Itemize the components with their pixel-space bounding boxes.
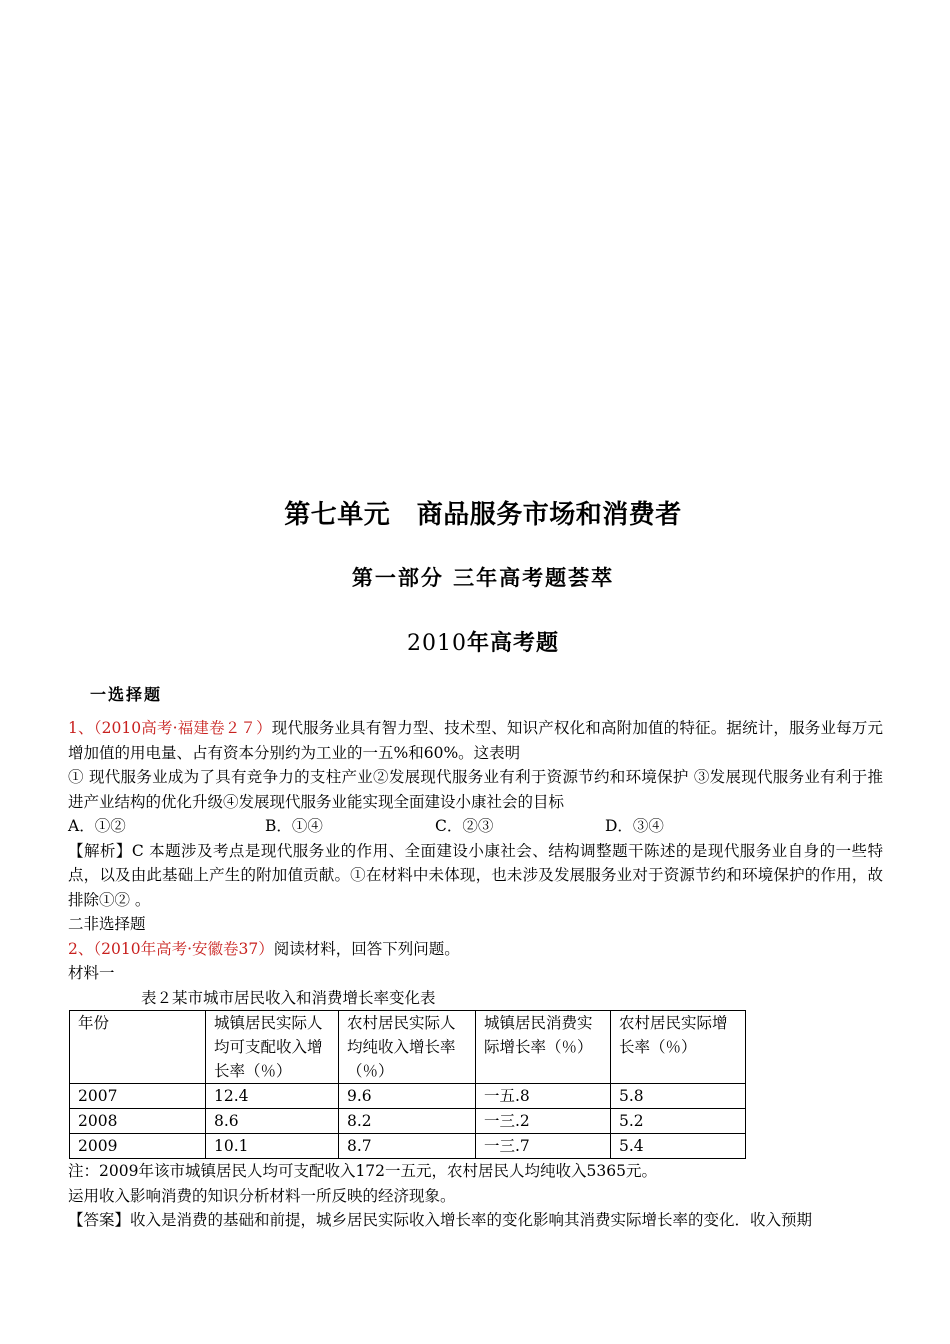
- year-label: 年高考题: [466, 630, 559, 656]
- table-cell: 8.7: [339, 1134, 476, 1159]
- question-2-answer: 【答案】收入是消费的基础和前提，城乡居民实际收入增长率的变化影响其消费实际增长率的变化．收入预期: [68, 1211, 813, 1229]
- table-header-cell: 城镇居民消费实际增长率（％）: [476, 1011, 611, 1084]
- table-header-cell: 农村居民实际增长率（％）: [611, 1011, 746, 1084]
- question-2-stem: [68, 937, 883, 962]
- table-row: [70, 1134, 746, 1159]
- table-cell: 5.8: [611, 1084, 746, 1109]
- question-1-text: 现代服务业具有智力型、技术型、知识产权化和高附加值的特征。据统计，服务业每万元增加值的用电量、占有资本分别约为工业的一五%和60%。这表明: [68, 719, 883, 762]
- table-cell: 一三.2: [476, 1109, 611, 1134]
- table-caption: 表２某市城市居民收入和消费增长率变化表: [141, 988, 436, 1007]
- table-row: [70, 1084, 746, 1109]
- question-2-number: 2、: [68, 939, 94, 958]
- year-title: [0, 626, 950, 657]
- question-2-source: （2010年高考·安徽卷37）: [93, 939, 274, 958]
- question-1-analysis: 【解析】C 本题涉及考点是现代服务业的作用、全面建设小康社会、结构调整题干陈述的是现代服务业自身的一些特点，以及由此基础上产生的附加值贡献。①在材料中未体现，也未涉及发展服务业对于资源节约和环境保护的作用，故排除①② 。: [68, 841, 883, 909]
- question-2-text: 阅读材料，回答下列问题。: [273, 939, 460, 958]
- option-a: A．①②: [68, 817, 126, 835]
- part-title: 第一部分 三年高考题荟萃: [351, 565, 615, 590]
- option-c: C．②③: [435, 817, 494, 835]
- option-b: B．①④: [265, 817, 323, 835]
- option-d: D．③④: [605, 817, 664, 835]
- material-label: 材料一: [68, 964, 115, 982]
- table-note: 注：2009年该市城镇居民人均可支配收入172一五元，农村居民人均纯收入5365元。: [68, 1162, 657, 1180]
- question-1-statements: ① 现代服务业成为了具有竞争力的支柱产业②发展现代服务业有利于资源节约和环境保护 ③发展现代服务业有利于推进产业结构的优化升级④发展现代服务业能实现全面建设小康社会的目标: [68, 768, 883, 811]
- question-2-task: 运用收入影响消费的知识分析材料一所反映的经济现象。: [68, 1186, 456, 1205]
- main-content: [68, 716, 883, 1233]
- table-header-cell: 城镇居民实际人均可支配收入增长率（％）: [206, 1011, 339, 1084]
- income-consumption-table: [69, 1010, 746, 1159]
- table-row: [70, 1109, 746, 1134]
- table-cell: 一五.8: [476, 1084, 611, 1109]
- table-cell: 9.6: [339, 1084, 476, 1109]
- section-choice-heading: 一选择题: [90, 685, 163, 704]
- table-cell: 8.2: [339, 1109, 476, 1134]
- question-1-options: [68, 814, 883, 839]
- question-1-number: 1、: [68, 719, 94, 737]
- year-number: 2010: [406, 631, 467, 656]
- table-cell: 5.2: [611, 1109, 746, 1134]
- unit-title: 第七单元 商品服务市场和消费者: [284, 500, 682, 530]
- table-cell: 2008: [70, 1109, 206, 1134]
- table-cell: 5.4: [611, 1134, 746, 1159]
- section-nonchoice-heading: 二非选择题: [68, 915, 146, 933]
- table-cell: 8.6: [206, 1109, 339, 1134]
- table-cell: 10.1: [206, 1134, 339, 1159]
- table-header-cell: 年份: [70, 1011, 206, 1084]
- question-1-stem: [68, 716, 883, 765]
- table-cell: 一三.7: [476, 1134, 611, 1159]
- table-header-row: [70, 1011, 746, 1084]
- table-cell: 12.4: [206, 1084, 339, 1109]
- table-header-cell: 农村居民实际人均纯收入增长率（％）: [339, 1011, 476, 1084]
- table-cell: 2007: [70, 1084, 206, 1109]
- question-1-source: （2010高考·福建卷２７）: [93, 719, 272, 737]
- table-cell: 2009: [70, 1134, 206, 1159]
